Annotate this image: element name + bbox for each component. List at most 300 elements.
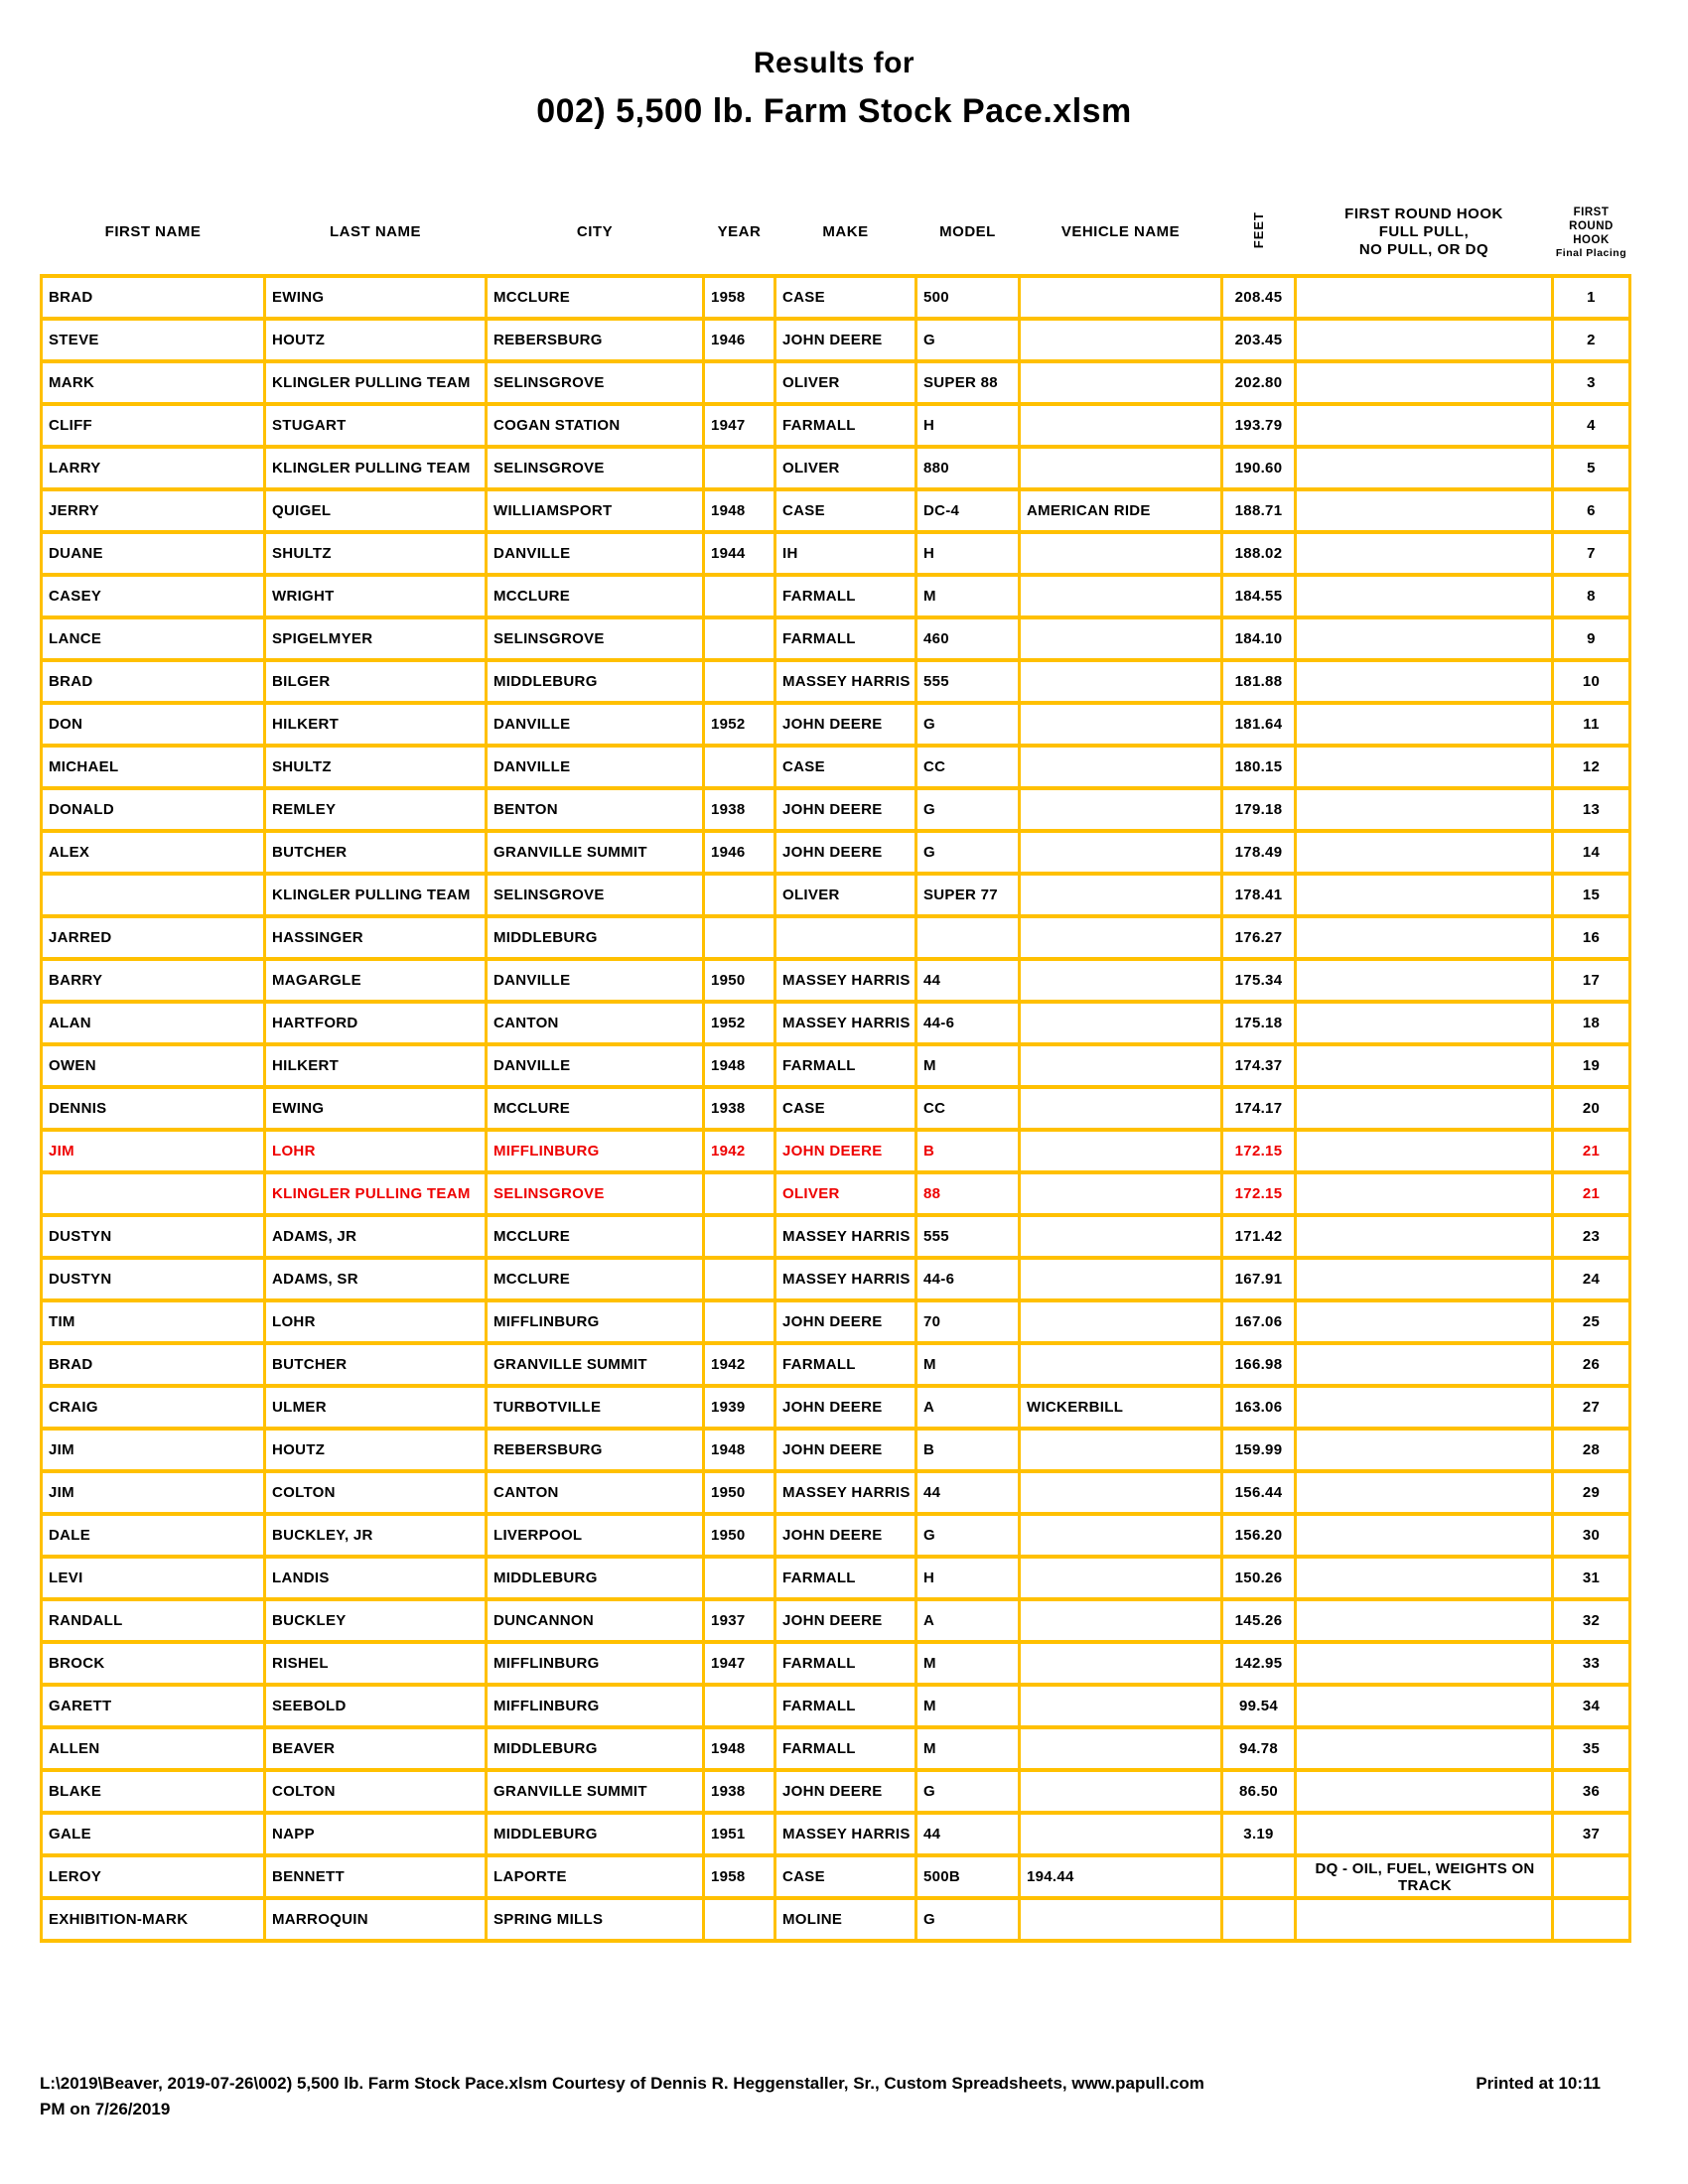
cell-feet: 174.17: [1222, 1087, 1296, 1130]
cell-first-name: BRAD: [42, 1343, 265, 1386]
cell-vehicle-name: [1020, 1002, 1222, 1044]
cell-placing: 24: [1553, 1258, 1630, 1300]
table-row: [42, 660, 1630, 703]
cell-feet: 181.88: [1222, 660, 1296, 703]
cell-placing: 9: [1553, 617, 1630, 660]
cell-placing: 29: [1553, 1471, 1630, 1514]
cell-make: JOHN DEERE: [775, 703, 916, 746]
cell-year: 1944: [704, 532, 775, 575]
cell-year: 1947: [704, 404, 775, 447]
table-row: [42, 404, 1630, 447]
cell-feet: 179.18: [1222, 788, 1296, 831]
table-row: [42, 532, 1630, 575]
cell-vehicle-name: AMERICAN RIDE: [1020, 489, 1222, 532]
cell-placing: 11: [1553, 703, 1630, 746]
cell-placing: 32: [1553, 1599, 1630, 1642]
cell-last-name: HILKERT: [265, 703, 487, 746]
cell-last-name: BUCKLEY: [265, 1599, 487, 1642]
cell-vehicle-name: [1020, 617, 1222, 660]
cell-placing: 10: [1553, 660, 1630, 703]
hook-header-line2: FULL PULL,: [1378, 223, 1470, 240]
cell-vehicle-name: [1020, 447, 1222, 489]
col-header-model: MODEL: [939, 223, 996, 240]
table-row: [42, 1898, 1630, 1941]
cell-first-name: BRAD: [42, 660, 265, 703]
cell-model: 460: [916, 617, 1020, 660]
cell-first-name: LANCE: [42, 617, 265, 660]
cell-hook: [1296, 1514, 1553, 1557]
cell-last-name: MARROQUIN: [265, 1898, 487, 1941]
cell-year: 1947: [704, 1642, 775, 1685]
cell-placing: 28: [1553, 1429, 1630, 1471]
table-body: [42, 276, 1630, 1941]
cell-feet: 202.80: [1222, 361, 1296, 404]
cell-year: 1950: [704, 959, 775, 1002]
cell-year: [704, 916, 775, 959]
cell-first-name: BRAD: [42, 276, 265, 319]
cell-model: [916, 916, 1020, 959]
cell-model: 44-6: [916, 1002, 1020, 1044]
cell-make: JOHN DEERE: [775, 1429, 916, 1471]
cell-model: 88: [916, 1172, 1020, 1215]
cell-city: BENTON: [487, 788, 704, 831]
cell-hook: [1296, 617, 1553, 660]
cell-first-name: JARRED: [42, 916, 265, 959]
cell-city: MCCLURE: [487, 276, 704, 319]
printed-at-text: Printed at 10:11: [1476, 2074, 1601, 2093]
cell-city: TURBOTVILLE: [487, 1386, 704, 1429]
cell-city: MIFFLINBURG: [487, 1642, 704, 1685]
feet-vertical-label: FEET: [1250, 210, 1266, 249]
report-footer: [40, 2071, 1601, 2122]
table-row: [42, 1429, 1630, 1471]
cell-hook: [1296, 1685, 1553, 1727]
table-row: [42, 1300, 1630, 1343]
cell-first-name: JIM: [42, 1471, 265, 1514]
table-row: [42, 1514, 1630, 1557]
cell-vehicle-name: [1020, 1557, 1222, 1599]
cell-hook: [1296, 1599, 1553, 1642]
cell-city: REBERSBURG: [487, 1429, 704, 1471]
cell-last-name: HOUTZ: [265, 1429, 487, 1471]
cell-make: OLIVER: [775, 361, 916, 404]
cell-first-name: [42, 874, 265, 916]
cell-model: H: [916, 532, 1020, 575]
cell-last-name: BUTCHER: [265, 1343, 487, 1386]
cell-hook: [1296, 916, 1553, 959]
cell-year: [704, 575, 775, 617]
cell-placing: 15: [1553, 874, 1630, 916]
cell-city: WILLIAMSPORT: [487, 489, 704, 532]
cell-placing: 13: [1553, 788, 1630, 831]
col-header-first-round-hook: [1296, 195, 1553, 276]
table-row: [42, 1258, 1630, 1300]
cell-make: FARMALL: [775, 1044, 916, 1087]
cell-hook: [1296, 703, 1553, 746]
cell-make: JOHN DEERE: [775, 1599, 916, 1642]
cell-city: DANVILLE: [487, 532, 704, 575]
cell-hook: [1296, 1386, 1553, 1429]
cell-feet: [1222, 1855, 1296, 1898]
cell-vehicle-name: WICKERBILL: [1020, 1386, 1222, 1429]
cell-vehicle-name: [1020, 874, 1222, 916]
cell-first-name: DONALD: [42, 788, 265, 831]
cell-feet: 145.26: [1222, 1599, 1296, 1642]
cell-placing: 3: [1553, 361, 1630, 404]
cell-first-name: OWEN: [42, 1044, 265, 1087]
cell-year: 1938: [704, 1770, 775, 1813]
cell-year: [704, 1300, 775, 1343]
cell-city: REBERSBURG: [487, 319, 704, 361]
table-row: [42, 746, 1630, 788]
table-row: [42, 1343, 1630, 1386]
cell-make: FARMALL: [775, 1343, 916, 1386]
cell-placing: 12: [1553, 746, 1630, 788]
cell-last-name: BEAVER: [265, 1727, 487, 1770]
cell-make: MOLINE: [775, 1898, 916, 1941]
cell-make: MASSEY HARRIS: [775, 1471, 916, 1514]
cell-hook: [1296, 276, 1553, 319]
cell-hook: [1296, 1770, 1553, 1813]
cell-vehicle-name: [1020, 1685, 1222, 1727]
col-header-final-placing: [1553, 195, 1630, 276]
page-title: Results for: [753, 47, 915, 79]
cell-placing: 31: [1553, 1557, 1630, 1599]
cell-model: A: [916, 1599, 1020, 1642]
cell-first-name: JIM: [42, 1429, 265, 1471]
cell-feet: 175.34: [1222, 959, 1296, 1002]
table-row: [42, 1215, 1630, 1258]
cell-hook: [1296, 959, 1553, 1002]
cell-first-name: LEROY: [42, 1855, 265, 1898]
cell-vehicle-name: [1020, 1343, 1222, 1386]
cell-city: DANVILLE: [487, 1044, 704, 1087]
cell-model: H: [916, 1557, 1020, 1599]
cell-vehicle-name: [1020, 1813, 1222, 1855]
cell-year: 1951: [704, 1813, 775, 1855]
cell-city: DANVILLE: [487, 746, 704, 788]
cell-vehicle-name: [1020, 788, 1222, 831]
cell-city: GRANVILLE SUMMIT: [487, 1770, 704, 1813]
cell-last-name: ULMER: [265, 1386, 487, 1429]
cell-make: MASSEY HARRIS: [775, 1813, 916, 1855]
cell-make: MASSEY HARRIS: [775, 660, 916, 703]
footer-line1: [40, 2071, 1601, 2097]
cell-make: JOHN DEERE: [775, 1386, 916, 1429]
cell-model: 44: [916, 1813, 1020, 1855]
cell-model: G: [916, 1514, 1020, 1557]
cell-year: 1946: [704, 831, 775, 874]
cell-placing: 20: [1553, 1087, 1630, 1130]
cell-vehicle-name: [1020, 404, 1222, 447]
hook-header-line3: NO PULL, OR DQ: [1358, 241, 1489, 258]
cell-year: 1946: [704, 319, 775, 361]
cell-make: OLIVER: [775, 874, 916, 916]
cell-last-name: SHULTZ: [265, 532, 487, 575]
cell-last-name: KLINGLER PULLING TEAM: [265, 447, 487, 489]
cell-city: GRANVILLE SUMMIT: [487, 1343, 704, 1386]
cell-year: [704, 1898, 775, 1941]
cell-vehicle-name: [1020, 1044, 1222, 1087]
cell-make: [775, 916, 916, 959]
header-row: [42, 195, 1630, 276]
table-row: [42, 1557, 1630, 1599]
cell-model: G: [916, 788, 1020, 831]
cell-first-name: DUSTYN: [42, 1215, 265, 1258]
cell-hook: [1296, 1215, 1553, 1258]
col-header-year: YEAR: [717, 223, 762, 240]
cell-feet: 171.42: [1222, 1215, 1296, 1258]
table-row: [42, 703, 1630, 746]
cell-year: 1937: [704, 1599, 775, 1642]
cell-city: SPRING MILLS: [487, 1898, 704, 1941]
cell-year: 1942: [704, 1130, 775, 1172]
cell-hook: [1296, 1172, 1553, 1215]
cell-first-name: RANDALL: [42, 1599, 265, 1642]
cell-last-name: ADAMS, SR: [265, 1258, 487, 1300]
cell-hook: [1296, 489, 1553, 532]
cell-first-name: JERRY: [42, 489, 265, 532]
cell-model: G: [916, 1770, 1020, 1813]
cell-hook: [1296, 874, 1553, 916]
cell-feet: 203.45: [1222, 319, 1296, 361]
cell-make: JOHN DEERE: [775, 319, 916, 361]
cell-hook: [1296, 1429, 1553, 1471]
cell-vehicle-name: [1020, 1300, 1222, 1343]
cell-model: 70: [916, 1300, 1020, 1343]
cell-make: FARMALL: [775, 617, 916, 660]
cell-model: M: [916, 575, 1020, 617]
cell-last-name: SPIGELMYER: [265, 617, 487, 660]
cell-placing: 16: [1553, 916, 1630, 959]
cell-placing: 19: [1553, 1044, 1630, 1087]
cell-feet: 184.10: [1222, 617, 1296, 660]
cell-placing: 27: [1553, 1386, 1630, 1429]
cell-feet: 175.18: [1222, 1002, 1296, 1044]
cell-last-name: KLINGLER PULLING TEAM: [265, 874, 487, 916]
cell-placing: 1: [1553, 276, 1630, 319]
cell-vehicle-name: [1020, 1727, 1222, 1770]
table-row: [42, 319, 1630, 361]
cell-hook: [1296, 1813, 1553, 1855]
table-row: [42, 617, 1630, 660]
cell-vehicle-name: [1020, 746, 1222, 788]
cell-hook: [1296, 1343, 1553, 1386]
cell-model: B: [916, 1130, 1020, 1172]
cell-feet: 178.49: [1222, 831, 1296, 874]
table-row: [42, 916, 1630, 959]
cell-placing: 6: [1553, 489, 1630, 532]
cell-make: OLIVER: [775, 447, 916, 489]
cell-model: B: [916, 1429, 1020, 1471]
cell-hook: [1296, 1002, 1553, 1044]
cell-year: 1948: [704, 1044, 775, 1087]
cell-last-name: EWING: [265, 276, 487, 319]
cell-feet: 99.54: [1222, 1685, 1296, 1727]
col-header-last-name: LAST NAME: [330, 223, 421, 240]
cell-city: COGAN STATION: [487, 404, 704, 447]
cell-city: MIDDLEBURG: [487, 1557, 704, 1599]
cell-model: 880: [916, 447, 1020, 489]
cell-vehicle-name: [1020, 660, 1222, 703]
cell-placing: 7: [1553, 532, 1630, 575]
cell-last-name: HASSINGER: [265, 916, 487, 959]
cell-feet: 184.55: [1222, 575, 1296, 617]
cell-make: CASE: [775, 276, 916, 319]
cell-first-name: GARETT: [42, 1685, 265, 1727]
cell-year: [704, 1557, 775, 1599]
col-header-city: CITY: [576, 223, 614, 240]
cell-make: CASE: [775, 746, 916, 788]
cell-city: MIDDLEBURG: [487, 916, 704, 959]
cell-model: G: [916, 1898, 1020, 1941]
cell-first-name: GALE: [42, 1813, 265, 1855]
cell-city: MIDDLEBURG: [487, 660, 704, 703]
cell-feet: 156.44: [1222, 1471, 1296, 1514]
cell-hook: DQ - OIL, FUEL, WEIGHTS ON TRACK: [1296, 1855, 1553, 1898]
cell-placing: 4: [1553, 404, 1630, 447]
cell-first-name: STEVE: [42, 319, 265, 361]
cell-last-name: STUGART: [265, 404, 487, 447]
cell-feet: 3.19: [1222, 1813, 1296, 1855]
cell-model: 44: [916, 1471, 1020, 1514]
cell-make: JOHN DEERE: [775, 788, 916, 831]
cell-hook: [1296, 319, 1553, 361]
cell-make: MASSEY HARRIS: [775, 1002, 916, 1044]
cell-make: FARMALL: [775, 1727, 916, 1770]
cell-placing: 36: [1553, 1770, 1630, 1813]
cell-city: MIFFLINBURG: [487, 1300, 704, 1343]
cell-year: 1958: [704, 276, 775, 319]
cell-model: SUPER 88: [916, 361, 1020, 404]
cell-vehicle-name: [1020, 1471, 1222, 1514]
cell-vehicle-name: [1020, 959, 1222, 1002]
cell-model: 44: [916, 959, 1020, 1002]
cell-last-name: BUTCHER: [265, 831, 487, 874]
table-row: [42, 1002, 1630, 1044]
cell-hook: [1296, 660, 1553, 703]
cell-vehicle-name: [1020, 276, 1222, 319]
cell-year: 1948: [704, 489, 775, 532]
cell-feet: 176.27: [1222, 916, 1296, 959]
table-row: [42, 276, 1630, 319]
cell-placing: 25: [1553, 1300, 1630, 1343]
cell-model: M: [916, 1685, 1020, 1727]
cell-first-name: BARRY: [42, 959, 265, 1002]
cell-city: SELINSGROVE: [487, 361, 704, 404]
cell-vehicle-name: [1020, 1642, 1222, 1685]
cell-city: MIDDLEBURG: [487, 1813, 704, 1855]
cell-first-name: TIM: [42, 1300, 265, 1343]
cell-first-name: EXHIBITION-MARK: [42, 1898, 265, 1941]
cell-last-name: COLTON: [265, 1770, 487, 1813]
cell-year: 1938: [704, 788, 775, 831]
cell-placing: 37: [1553, 1813, 1630, 1855]
cell-first-name: MARK: [42, 361, 265, 404]
cell-model: DC-4: [916, 489, 1020, 532]
cell-feet: 166.98: [1222, 1343, 1296, 1386]
cell-placing: 17: [1553, 959, 1630, 1002]
placing-header-line2: HOOK: [1573, 233, 1610, 246]
col-header-first-name: FIRST NAME: [104, 223, 202, 240]
cell-feet: 159.99: [1222, 1429, 1296, 1471]
cell-city: MIFFLINBURG: [487, 1130, 704, 1172]
cell-first-name: CASEY: [42, 575, 265, 617]
report-header: [40, 46, 1628, 131]
cell-placing: 21: [1553, 1172, 1630, 1215]
cell-vehicle-name: [1020, 703, 1222, 746]
cell-vehicle-name: [1020, 575, 1222, 617]
cell-hook: [1296, 1300, 1553, 1343]
cell-model: G: [916, 319, 1020, 361]
cell-year: [704, 874, 775, 916]
cell-last-name: KLINGLER PULLING TEAM: [265, 1172, 487, 1215]
cell-model: M: [916, 1343, 1020, 1386]
cell-model: CC: [916, 746, 1020, 788]
cell-city: SELINSGROVE: [487, 874, 704, 916]
cell-last-name: MAGARGLE: [265, 959, 487, 1002]
placing-header-line1: FIRST ROUND: [1569, 205, 1614, 232]
cell-feet: 190.60: [1222, 447, 1296, 489]
cell-last-name: HARTFORD: [265, 1002, 487, 1044]
cell-model: 44-6: [916, 1258, 1020, 1300]
cell-feet: [1222, 1898, 1296, 1941]
cell-placing: 21: [1553, 1130, 1630, 1172]
table-row: [42, 1130, 1630, 1172]
cell-hook: [1296, 1087, 1553, 1130]
table-row: [42, 1685, 1630, 1727]
cell-make: IH: [775, 532, 916, 575]
cell-feet: 150.26: [1222, 1557, 1296, 1599]
hook-header-line1: FIRST ROUND HOOK: [1344, 205, 1503, 222]
cell-hook: [1296, 575, 1553, 617]
cell-last-name: LANDIS: [265, 1557, 487, 1599]
cell-first-name: DALE: [42, 1514, 265, 1557]
cell-first-name: DUSTYN: [42, 1258, 265, 1300]
cell-vehicle-name: [1020, 1087, 1222, 1130]
cell-year: 1939: [704, 1386, 775, 1429]
cell-last-name: HOUTZ: [265, 319, 487, 361]
cell-last-name: SHULTZ: [265, 746, 487, 788]
file-path-text: L:\2019\Beaver, 2019-07-26\002) 5,500 lb. Farm Stock Pace.xlsm Courtesy of Dennis R. Heggenstaller, Sr., Custom Spreadsheets, www.papull.com: [40, 2074, 1204, 2093]
cell-feet: 193.79: [1222, 404, 1296, 447]
table-row: [42, 1599, 1630, 1642]
cell-placing: 26: [1553, 1343, 1630, 1386]
cell-model: 500B: [916, 1855, 1020, 1898]
cell-city: MCCLURE: [487, 1215, 704, 1258]
cell-make: CASE: [775, 1855, 916, 1898]
cell-city: MCCLURE: [487, 575, 704, 617]
cell-model: 555: [916, 660, 1020, 703]
table-row: [42, 1727, 1630, 1770]
cell-make: FARMALL: [775, 1557, 916, 1599]
table-row: [42, 959, 1630, 1002]
cell-last-name: WRIGHT: [265, 575, 487, 617]
cell-make: FARMALL: [775, 1685, 916, 1727]
cell-placing: 5: [1553, 447, 1630, 489]
table-row: [42, 1770, 1630, 1813]
cell-city: MIDDLEBURG: [487, 1727, 704, 1770]
cell-city: LAPORTE: [487, 1855, 704, 1898]
table-row: [42, 575, 1630, 617]
cell-year: [704, 746, 775, 788]
cell-placing: 14: [1553, 831, 1630, 874]
cell-placing: 23: [1553, 1215, 1630, 1258]
cell-hook: [1296, 788, 1553, 831]
cell-city: CANTON: [487, 1002, 704, 1044]
cell-year: 1952: [704, 703, 775, 746]
cell-feet: 172.15: [1222, 1130, 1296, 1172]
